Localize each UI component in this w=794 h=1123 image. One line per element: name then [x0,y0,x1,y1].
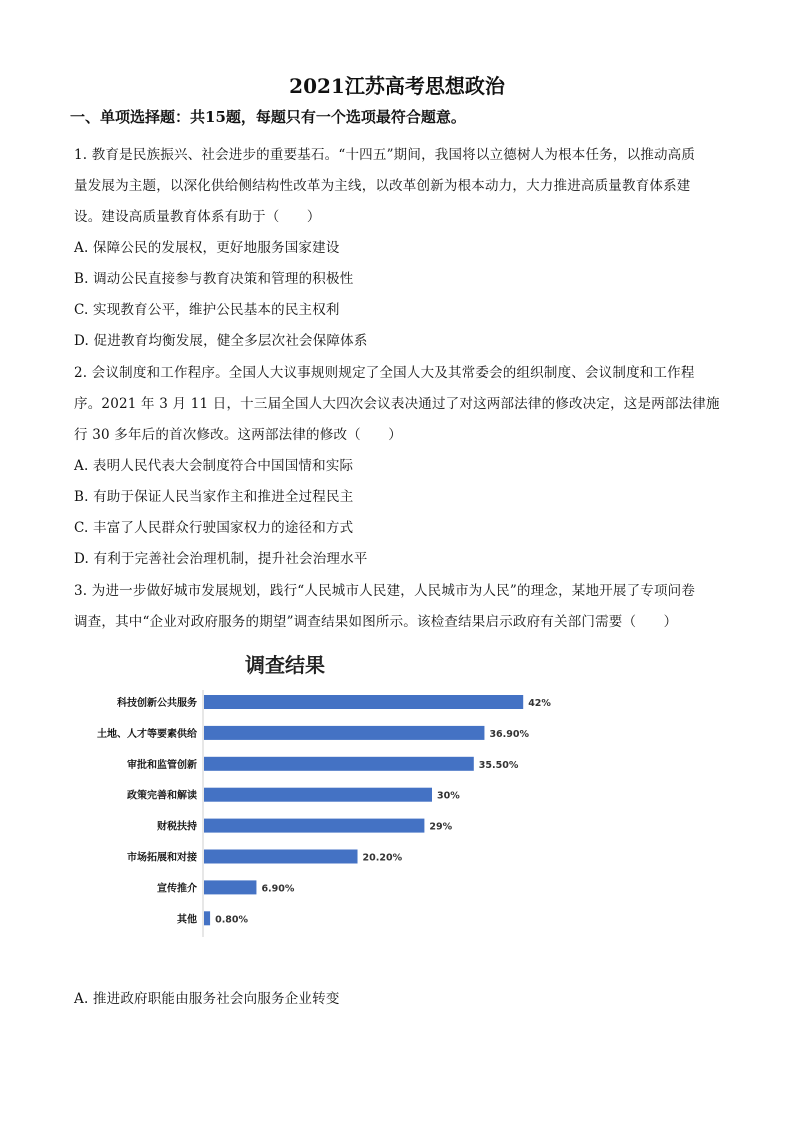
category-label: 政策完善和解读 [127,790,197,802]
q2-stem-line-2: 序。2021 年 3 月 11 日，十三届全国人大四次会议表决通过了对这两部法律的修改决定，这是两部法律施 [74,396,720,412]
bar [204,819,424,833]
bar [204,788,432,802]
category-label: 财税扶持 [157,821,197,833]
value-label: 6.90% [261,883,295,895]
category-label: 宣传推介 [157,883,197,895]
survey-bar-chart [75,645,551,945]
q1-option-b: B. 调动公民直接参与教育决策和管理的积极性 [74,271,354,287]
q1-option-a: A. 保障公民的发展权，更好地服务国家建设 [74,240,340,256]
q1-option-c: C. 实现教育公平，维护公民基本的民主权利 [74,302,340,318]
section-heading: 一、单项选择题：共15题，每题只有一个选项最符合题意。 [70,108,466,126]
value-label: 0.80% [215,914,249,926]
q1-stem-line-2: 量发展为主题，以深化供给侧结构性改革为主线，以改革创新为根本动力，大力推进高质量教育体系建 [74,178,691,194]
q3-stem-line-1: 3. 为进一步做好城市发展规划，践行“人民城市人民建，人民城市为人民”的理念，某地开展了专项问卷 [74,583,696,599]
category-label: 市场拓展和对接 [127,852,197,864]
bar [204,850,358,864]
bar [204,880,256,894]
value-label: 29% [429,821,453,833]
q2-option-c: C. 丰富了人民群众行驶国家权力的途径和方式 [74,520,354,536]
value-label: 30% [437,790,460,802]
bar [204,695,523,709]
category-label: 科技创新公共服务 [117,698,197,709]
q2-stem-line-1: 2. 会议制度和工作程序。全国人大议事规则规定了全国人大及其常委会的组织制度、会议制度和工作程 [74,365,695,381]
q1-option-d: D. 促进教育均衡发展，健全多层次社会保障体系 [74,333,368,349]
value-label: 42% [528,698,551,709]
value-label: 35.50% [478,759,519,771]
q2-stem-line-3: 行 30 多年后的首次修改。这两部法律的修改（ ） [74,427,402,443]
category-label: 审批和监管创新 [127,759,197,771]
category-label: 土地、人才等要素供给 [97,728,197,740]
page-title: 2021江苏高考思想政治 [289,74,505,98]
q3-option-a: A. 推进政府职能由服务社会向服务企业转变 [74,991,340,1007]
q1-stem-line-3: 设。建设高质量教育体系有助于（ ） [74,209,321,225]
bar [204,757,474,771]
chart-title: 调查结果 [245,653,325,677]
q2-option-b: B. 有助于保证人民当家作主和推进全过程民主 [74,489,354,505]
value-label: 36.90% [489,728,530,740]
q3-stem-line-2: 调查，其中“企业对政府服务的期望”调查结果如图所示。该检查结果启示政府有关部门需要（ ） [74,614,678,630]
bar [204,911,210,925]
bar [204,726,484,740]
value-label: 20.20% [362,852,403,864]
q2-option-a: A. 表明人民代表大会制度符合中国国情和实际 [74,458,354,474]
category-label: 其他 [177,914,197,926]
q1-stem-line-1: 1. 教育是民族振兴、社会进步的重要基石。“十四五”期间，我国将以立德树人为根本任务，以推动高质 [74,147,696,163]
q2-option-d: D. 有利于完善社会治理机制，提升社会治理水平 [74,551,368,567]
